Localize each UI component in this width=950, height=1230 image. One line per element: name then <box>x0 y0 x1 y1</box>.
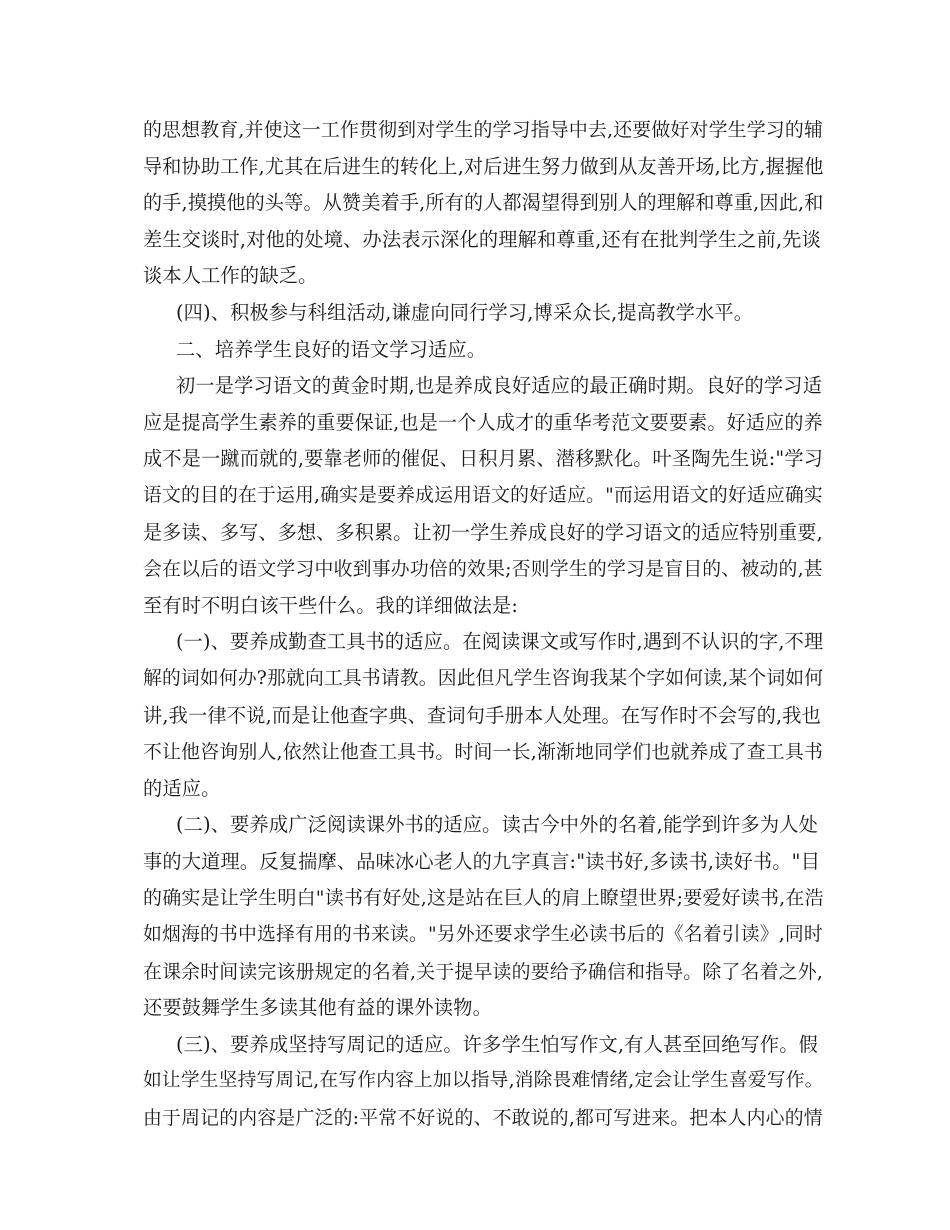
text-line: 导和协助工作,尤其在后进生的转化上,对后进生努力做到从友善开场,比方,握握他 <box>143 155 824 178</box>
text-line: 至有时不明白该干些什么。我的详细做法是: <box>143 593 519 617</box>
text-line: 解的词如何办?那就向工具书请教。因此但凡学生咨询我某个字如何读,某个词如何 <box>143 667 824 689</box>
text-line: 谈本人工作的缺乏。 <box>143 264 318 288</box>
text-line: 的确实是让学生明白"读书有好处,这是站在巨人的肩上瞭望世界;要爱好读书,在浩 <box>143 887 824 910</box>
text-line: 的适应。 <box>143 776 221 800</box>
text-line: 成不是一蹴而就的,要靠老师的催促、日积月累、潜移默化。叶圣陶先生说:"学习 <box>143 447 824 471</box>
text-line: 应是提高学生素养的重要保证,也是一个人成才的重华考范文要要素。好适应的养 <box>143 411 823 434</box>
text-line: 在课余时间读完该册规定的名着,关于提早读的要给予确信和指导。除了名着之外, <box>143 960 824 983</box>
text-line: 不让他咨询别人,依然让他查工具书。时间一长,渐渐地同学们也就养成了查工具书 <box>143 741 824 764</box>
text-line: 差生交谈时,对他的处境、办法表示深化的理解和尊重,还有在批判学生之前,先谈 <box>143 227 822 251</box>
text-line: (一)、要养成勤查工具书的适应。在阅读课文或写作时,遇到不认识的字,不理 <box>176 630 824 654</box>
text-line: 如烟海的书中选择有用的书来读。"另外还要求学生必读书后的《名着引读》,同时 <box>143 924 823 946</box>
text-line: 事的大道理。反复揣摩、品味冰心老人的九字真言:"读书好,多读书,读好书。"目 <box>143 849 821 873</box>
text-line: 如让学生坚持写周记,在写作内容上加以指导,消除畏难情绪,定会让学生喜爱写作。 <box>143 1070 824 1092</box>
text-line: (四)、积极参与科组活动,谦虚向同行学习,博采众长,提高教学水平。 <box>176 300 754 324</box>
text-line: 二、培养学生良好的语文学习适应。 <box>176 337 487 361</box>
text-line: 语文的目的在于运用,确实是要养成运用语文的好适应。"而运用语文的好适应确实 <box>143 484 823 506</box>
body-text <box>143 112 823 1137</box>
text-line: (二)、要养成广泛阅读课外书的适应。读古今中外的名着,能学到许多为人处 <box>176 813 819 837</box>
text-line: 讲,我一律不说,而是让他查字典、查词句手册本人处理。在写作时不会写的,我也 <box>143 703 822 727</box>
text-line: 会在以后的语文学习中收到事办功倍的效果;否则学生的学习是盲目的、被动的,甚 <box>143 558 823 581</box>
text-line: 是多读、多写、多想、多积累。让初一学生养成良好的学习语文的适应特别重要, <box>143 521 823 544</box>
text-line: 的思想教育,并使这一工作贯彻到对学生的学习指导中去,还要做好对学生学习的辅 <box>143 119 824 141</box>
text-line: 的手,摸摸他的头等。从赞美着手,所有的人都渴望得到别人的理解和尊重,因此,和 <box>143 192 824 215</box>
text-line: 由于周记的内容是广泛的:平常不好说的、不敢说的,都可写进来。把本人内心的情 <box>143 1107 823 1130</box>
text-line: 初一是学习语文的黄金时期,也是养成良好适应的最正确时期。良好的学习适 <box>176 374 823 398</box>
text-line: (三)、要养成坚持写周记的适应。许多学生怕写作文,有人甚至回绝写作。假 <box>176 1032 819 1056</box>
text-line: 还要鼓舞学生多读其他有益的课外读物。 <box>143 996 492 1020</box>
